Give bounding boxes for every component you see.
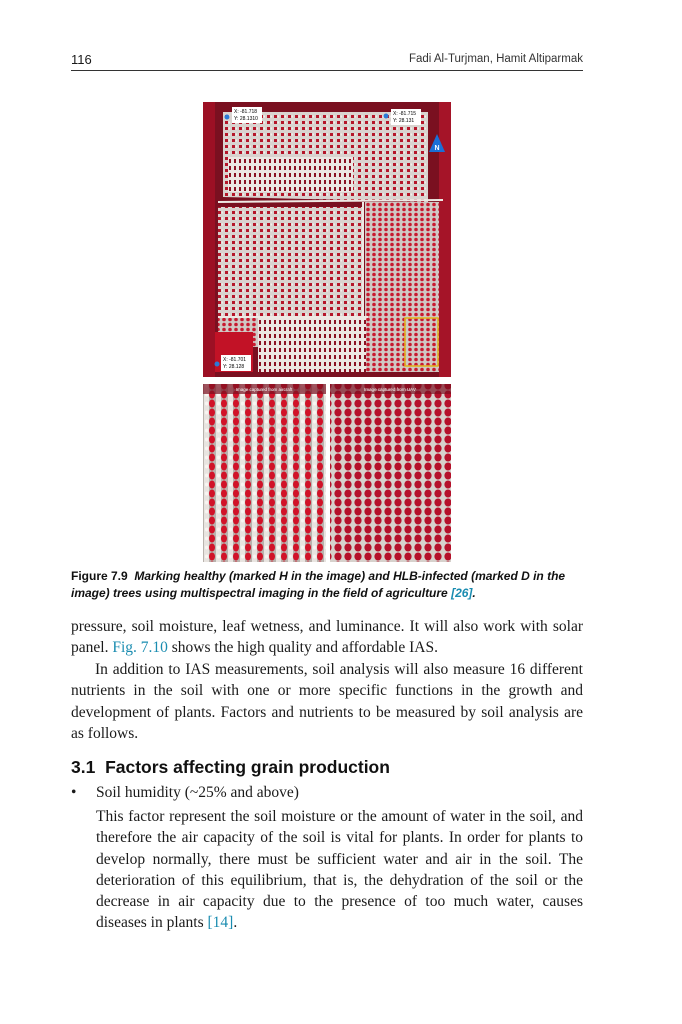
figure-caption: Figure 7.9 Marking healthy (marked H in the image) and HLB-infected (marked D in the image) trees using multispectral imaging in the field of agriculture [26].: [71, 569, 566, 600]
bullet-icon: •: [71, 784, 77, 801]
svg-text:N: N: [434, 145, 440, 152]
caption-text: Marking healthy (marked H in the image) and HLB-infected (marked D in the image) trees using multispectral imaging in the field of agriculture: [71, 569, 566, 600]
svg-text:Image captured from aircraft: Image captured from aircraft: [235, 387, 293, 392]
bullet-body: This factor represent the soil moisture or the amount of water in the soil, and therefore the air capacity of the soil is vital for plants. In order for plants to develop normally, there must be sufficient water and air in the soil. The deterioration of this equilibrium, that is, the dehydration of the soil or the decrease in air capacity due to the presence of too much water, causes diseases in plants [14].: [96, 808, 583, 932]
section-heading: [71, 757, 390, 778]
svg-text:X: -81.715: X: -81.715: [393, 111, 417, 117]
paragraph-2: In addition to IAS measurements, soil analysis will also measure 16 different nutrients in the soil with one or more specific functions in the growth and development of plants. Factors and nutrients to be measured by soil analysis are as follows.: [71, 661, 583, 742]
section-title: Factors affecting grain production: [105, 757, 390, 777]
figure-link[interactable]: Fig. 7.10: [112, 639, 168, 657]
bullet-label: Soil humidity (~25% and above): [96, 784, 299, 801]
paragraph-1: pressure, soil moisture, leaf wetness, and luminance. It will also work with solar panel. Fig. 7.10 shows the high quality and affordable IAS.: [71, 618, 583, 657]
figure-image: [203, 102, 451, 562]
caption-citation[interactable]: [26]: [451, 586, 473, 600]
section-number: 3.1: [71, 757, 96, 777]
svg-text:Image captured from UAV: Image captured from UAV: [364, 387, 416, 392]
inset-uav: [330, 384, 451, 562]
figure-7-9: [203, 102, 451, 567]
inset-aircraft: [203, 384, 326, 562]
marker-icon: [384, 114, 389, 119]
svg-text:Y: 28.1310: Y: 28.1310: [234, 116, 258, 122]
svg-text:X: -81.718: X: -81.718: [234, 109, 258, 115]
caption-label: Figure 7.9: [71, 569, 128, 583]
aerial-image: [203, 102, 451, 377]
running-head-authors: Fadi Al-Turjman, Hamit Altiparmak: [408, 53, 583, 65]
citation-link[interactable]: [14]: [207, 914, 234, 932]
svg-text:Y: 28.128: Y: 28.128: [223, 364, 245, 370]
svg-text:Y: 28.131: Y: 28.131: [393, 118, 415, 124]
marker-icon: [215, 362, 220, 367]
marker-icon: [225, 115, 230, 120]
page-number: 116: [71, 52, 92, 67]
svg-text:X: -81.701: X: -81.701: [223, 357, 247, 363]
running-header: [71, 52, 583, 71]
